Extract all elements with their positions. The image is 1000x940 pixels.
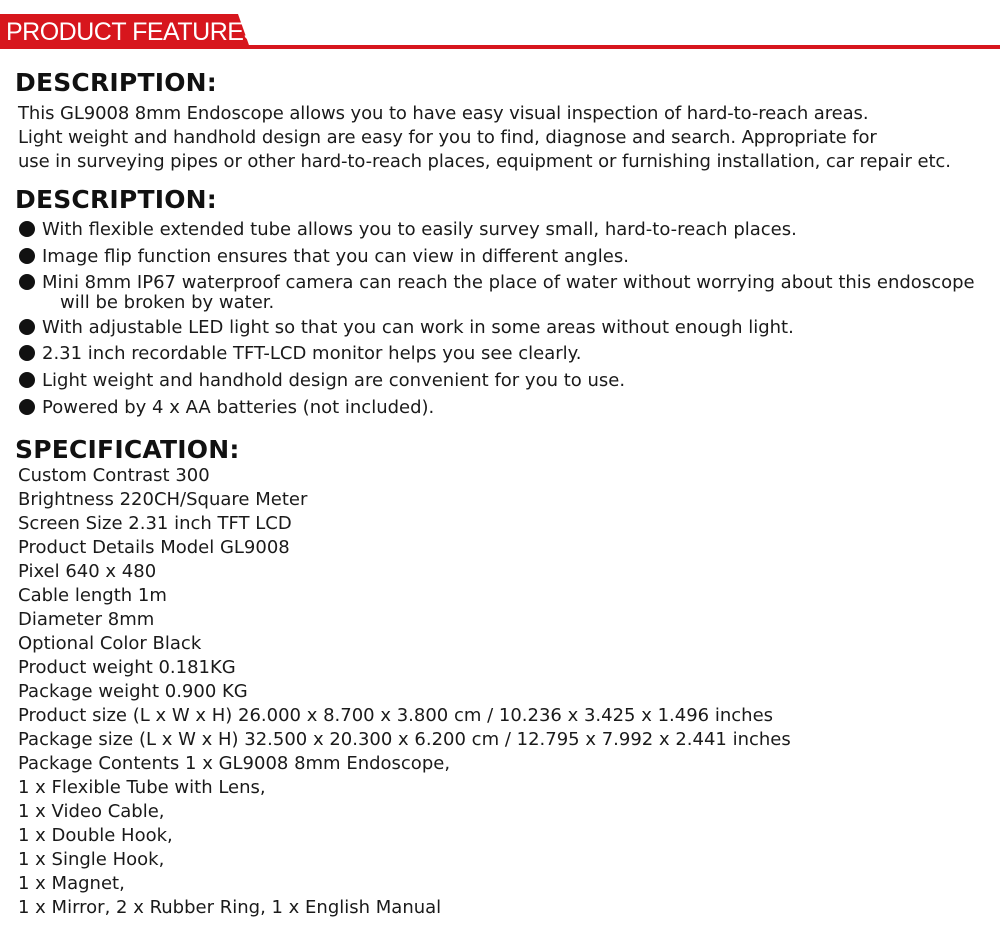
spec-line: Optional Color Black (18, 633, 202, 654)
spec-line: Package weight 0.900 KG (18, 681, 248, 702)
list-item (18, 272, 993, 312)
list-item (18, 246, 993, 268)
specification-heading: SPECIFICATION: (15, 435, 240, 464)
description-line: Light weight and handhold design are easy for you to find, diagnose and search. Appropriate for (18, 127, 877, 148)
feature-text: Image flip function ensures that you can view in different angles. (42, 245, 629, 267)
spec-line: Product size (L x W x H) 26.000 x 8.700 x 3.800 cm / 10.236 x 3.425 x 1.496 inches (18, 705, 774, 726)
description-heading: DESCRIPTION: (15, 68, 217, 97)
description-line: This GL9008 8mm Endoscope allows you to have easy visual inspection of hard-to-reach areas. (18, 103, 869, 124)
feature-text: Powered by 4 x AA batteries (not included). (42, 396, 435, 418)
spec-line: 1 x Video Cable, (18, 801, 165, 822)
spec-line: 1 x Single Hook, (18, 849, 165, 870)
spec-line: 1 x Mirror, 2 x Rubber Ring, 1 x English Manual (18, 897, 442, 918)
banner-title: PRODUCT FEATURES (6, 18, 260, 46)
spec-line: Product Details Model GL9008 (18, 537, 290, 558)
feature-text: With flexible extended tube allows you to easily survey small, hard-to-reach places. (42, 219, 797, 240)
bullet-icon (19, 319, 35, 335)
bullet-icon (19, 399, 35, 415)
feature-text: With adjustable LED light so that you can work in some areas without enough light. (42, 316, 794, 338)
spec-line: Product weight 0.181KG (18, 657, 236, 678)
feature-list (18, 219, 993, 423)
bullet-icon (19, 221, 35, 237)
description-paragraph (18, 102, 993, 174)
spec-line: Brightness 220CH/Square Meter (18, 489, 308, 510)
bullet-icon (19, 372, 35, 388)
list-item (18, 370, 993, 392)
list-item (18, 343, 993, 365)
list-item (18, 219, 993, 241)
spec-line: Screen Size 2.31 inch TFT LCD (18, 513, 292, 534)
spec-line: Cable length 1m (18, 585, 167, 606)
bullet-icon (19, 345, 35, 361)
spec-line: Diameter 8mm (18, 609, 155, 630)
feature-text: Light weight and handhold design are convenient for you to use. (42, 369, 626, 391)
feature-text: 2.31 inch recordable TFT-LCD monitor helps you see clearly. (42, 343, 582, 365)
spec-line: 1 x Double Hook, (18, 825, 173, 846)
spec-line: Pixel 640 x 480 (18, 561, 157, 582)
spec-line: Package Contents 1 x GL9008 8mm Endoscope, (18, 753, 451, 774)
product-features-banner (0, 0, 1000, 50)
spec-line: 1 x Flexible Tube with Lens, (18, 777, 266, 798)
spec-line: Custom Contrast 300 (18, 465, 210, 486)
list-item (18, 317, 993, 339)
description-line: use in surveying pipes or other hard-to-reach places, equipment or furnishing installation, car repair etc. (18, 151, 951, 172)
list-item (18, 397, 993, 419)
bullet-icon (19, 274, 35, 290)
feature-text: Mini 8mm IP67 waterproof camera can reach the place of water without worrying about this endoscope (42, 272, 975, 294)
specification-list (18, 464, 791, 920)
bullet-icon (19, 248, 35, 264)
feature-text-continuation: will be broken by water. (60, 292, 275, 314)
spec-line: Package size (L x W x H) 32.500 x 20.300 x 6.200 cm / 12.795 x 7.992 x 2.441 inches (18, 729, 791, 750)
spec-line: 1 x Magnet, (18, 873, 125, 894)
description-features-heading: DESCRIPTION: (15, 185, 217, 214)
